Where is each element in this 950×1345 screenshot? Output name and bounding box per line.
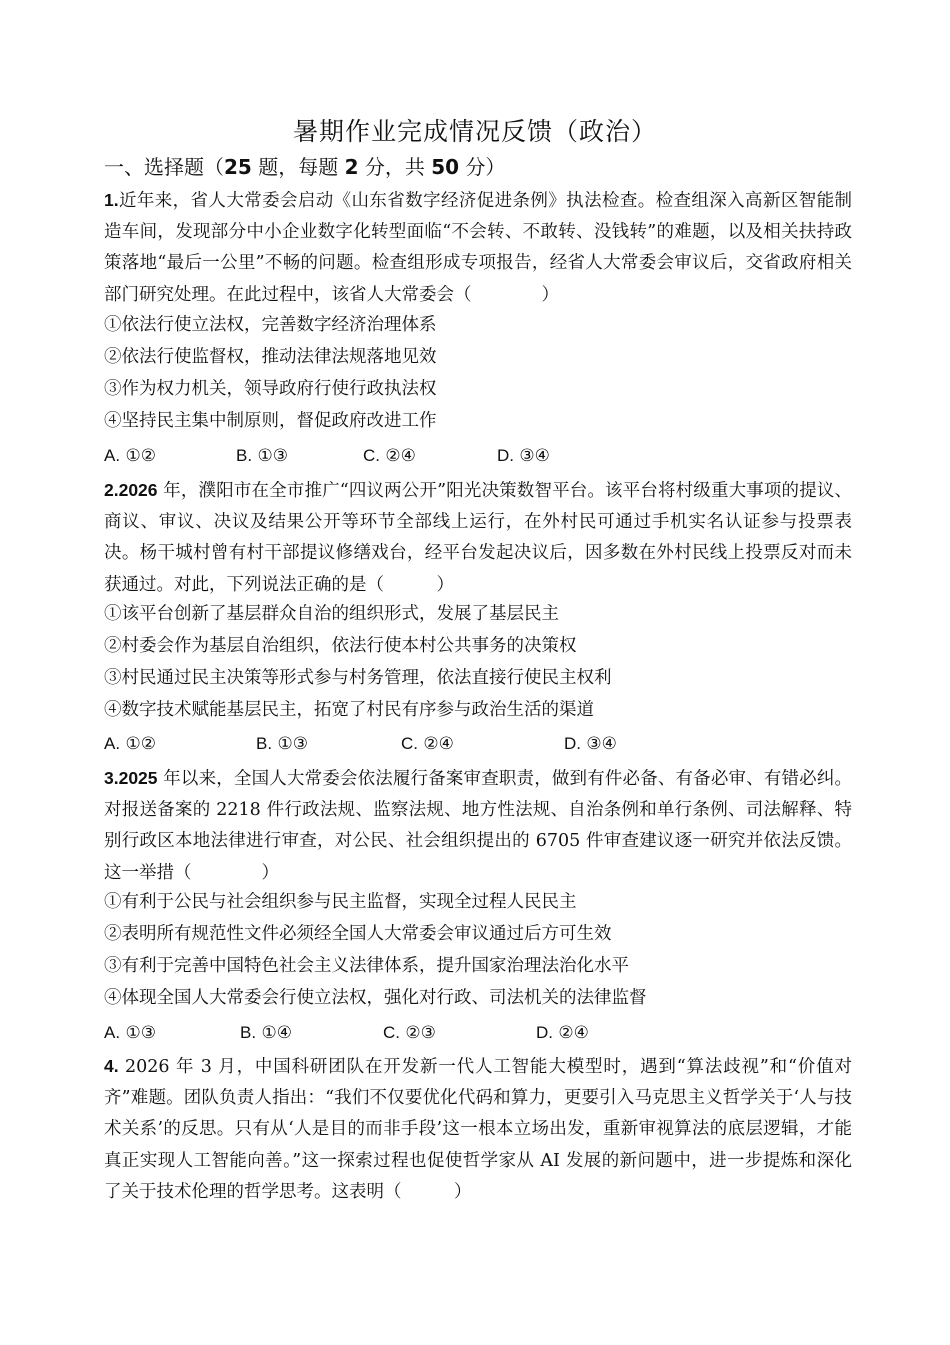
question-3-number: 3.2025 — [104, 768, 158, 788]
question-1-option-3: ③作为权力机关，领导政府行使行政执法权 — [104, 379, 437, 399]
question-3-text: 年以来，全国人大常委会依法履行备案审查职责，做到有件必备、有备必审、有错必纠。对报送备案的 2218 件行政法规、监察法规、地方性法规、自治条例和单行条例、司法解释、特别行政区本地法律进行审查，对公民、社会组织提出的 6705 件审查建议逐一研究并依法反馈。这一举措（ ） — [104, 769, 852, 883]
question-3-stem — [104, 763, 852, 889]
question-count: 25 — [224, 155, 252, 179]
question-2-number: 2.2026 — [104, 480, 158, 500]
question-3-option-3: ③有利于完善中国特色社会主义法律体系，提升国家治理法治化水平 — [104, 956, 629, 976]
section-heading-suffix: 分） — [459, 155, 506, 179]
question-1-choice-c[interactable]: C. ②④ — [363, 446, 416, 466]
question-2-choice-b[interactable]: B. ①③ — [256, 734, 308, 754]
question-3-option-1: ①有利于公民与社会组织参与民主监督，实现全过程人民民主 — [104, 892, 577, 912]
question-2-choice-a[interactable]: A. ①② — [104, 734, 156, 754]
total-score: 50 — [431, 155, 460, 179]
question-4-number: 4. — [104, 1056, 119, 1076]
page-title: 暑期作业完成情况反馈（政治） — [292, 117, 657, 146]
question-3-choice-b[interactable]: B. ①④ — [240, 1023, 292, 1043]
question-2-text: 年，濮阳市在全市推广“四议两公开”阳光决策数智平台。该平台将村级重大事项的提议、商议、审议、决议及结果公开等环节全部线上运行，在外村民可通过手机实名认证参与投票表决。杨干城村曾有村干部提议修缮戏台，经平台发起决议后，因多数在外村民线上投票反对而未获通过。对此，下列说法正确的是（ ） — [104, 481, 852, 595]
section-heading — [104, 153, 505, 181]
question-1-option-4: ④坚持民主集中制原则，督促政府改进工作 — [104, 411, 437, 431]
section-heading-mid2: 分，共 — [358, 155, 432, 179]
question-3-choice-a[interactable]: A. ①③ — [104, 1023, 156, 1043]
section-heading-mid1: 题，每题 — [251, 155, 345, 179]
question-1-option-1: ①依法行使立法权，完善数字经济治理体系 — [104, 315, 437, 335]
question-1-number: 1. — [104, 190, 119, 210]
question-1-choice-d[interactable]: D. ③④ — [497, 446, 550, 466]
question-4-text: 2026 年 3 月，中国科研团队在开发新一代人工智能大模型时，遇到“算法歧视”和“价值对齐”难题。团队负责人指出：“我们不仅要优化代码和算力，更要引入马克思主义哲学关于‘人与技术关系’的反思。只有从‘人是目的而非手段’这一根本立场出发，重新审视算法的底层逻辑，才能真正实现人工智能向善。”这一探索过程也促使哲学家从 AI 发展的新问题中，进一步提炼和深化了关于技术伦理的哲学思考。这表明（ ） — [104, 1057, 852, 1202]
question-4-stem — [104, 1051, 852, 1208]
question-2-option-2: ②村委会作为基层自治组织，依法行使本村公共事务的决策权 — [104, 636, 577, 656]
question-1-choices — [104, 441, 852, 471]
question-2-choice-d[interactable]: D. ③④ — [564, 734, 617, 754]
question-2-option-4: ④数字技术赋能基层民主，拓宽了村民有序参与政治生活的渠道 — [104, 700, 594, 720]
question-2-choice-c[interactable]: C. ②④ — [401, 734, 454, 754]
question-1-choice-a[interactable]: A. ①② — [104, 446, 156, 466]
question-3-choice-d[interactable]: D. ②④ — [536, 1023, 589, 1043]
question-1-option-2: ②依法行使监督权，推动法律法规落地见效 — [104, 347, 437, 367]
section-heading-prefix: 一、选择题（ — [104, 155, 224, 179]
question-1-text: 近年来，省人大常委会启动《山东省数字经济促进条例》执法检查。检查组深入高新区智能制造车间，发现部分中小企业数字化转型面临“不会转、不敢转、没钱转”的难题，以及相关扶持政策落地“最后一公里”不畅的问题。检查组形成专项报告，经省人大常委会审议后，交省政府相关部门研究处理。在此过程中，该省人大常委会（ ） — [104, 191, 852, 305]
question-2-choices — [104, 729, 852, 759]
score-per-question: 2 — [344, 155, 359, 179]
question-1-stem — [104, 185, 852, 311]
question-2-option-1: ①该平台创新了基层群众自治的组织形式，发展了基层民主 — [104, 604, 559, 624]
question-3-option-2: ②表明所有规范性文件必须经全国人大常委会审议通过后方可生效 — [104, 924, 612, 944]
question-2-option-3: ③村民通过民主决策等形式参与村务管理，依法直接行使民主权利 — [104, 668, 612, 688]
question-2-stem — [104, 475, 852, 601]
question-3-choices — [104, 1018, 852, 1048]
question-3-option-4: ④体现全国人大常委会行使立法权，强化对行政、司法机关的法律监督 — [104, 988, 647, 1008]
question-1-choice-b[interactable]: B. ①③ — [236, 446, 288, 466]
question-3-choice-c[interactable]: C. ②③ — [383, 1023, 436, 1043]
